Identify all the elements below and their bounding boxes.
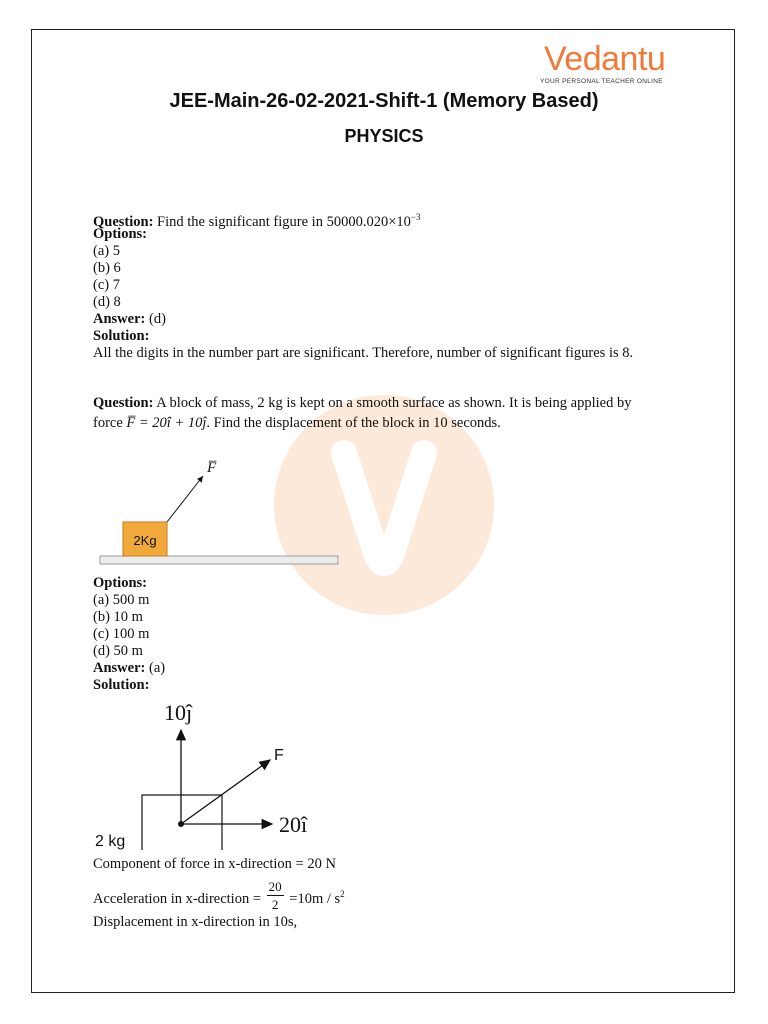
q2-options-label: Options: [93,575,147,591]
q2-question-label: Question: [93,395,154,411]
vedantu-logo [538,40,678,90]
q2-force-expression: F̅ = 20î + 10ĵ [126,415,207,431]
q2-question-line1: A block of mass, 2 kg is kept on a smooth surface as shown. It is being applied by [156,395,632,411]
q1-solution-text: All the digits in the number part are significant. Therefore, number of significant figures is 8. [93,345,634,361]
subject-heading: PHYSICS [344,126,424,146]
force-components-figure [90,700,330,850]
block-force-figure [95,450,345,570]
q2-answer: Answer: (a) [93,660,166,676]
q1-option-a: (a) 5 [93,243,120,259]
q2-option-a: (a) 500 m [93,592,150,608]
page-title: JEE-Main-26-02-2021-Shift-1 (Memory Based) [169,90,599,112]
logo-tagline: YOUR PERSONAL TEACHER ONLINE [540,78,663,85]
q2-option-d: (d) 50 m [93,643,143,659]
q1-answer: Answer: (d) [93,311,166,327]
q2-solution-label: Solution: [93,677,150,693]
q1-option-b: (b) 6 [93,260,121,276]
q1-option-c: (c) 7 [93,277,120,293]
acceleration-fraction: $\frac{20}{2}$ [268,879,282,912]
block-label: 2Kg [133,533,157,548]
q1-option-d: (d) 8 [93,294,121,310]
logo-wordmark: Vedantu [544,40,666,78]
q1-question-label: Question: [93,213,154,230]
q2-option-c: (c) 100 m [93,626,150,642]
step-displacement: Displacement in x-direction in 10s, [93,914,298,930]
step-force-component: Component of force in x-direction = 20 N [93,856,336,872]
q2-question [93,395,631,412]
q1-solution-label: Solution: [93,328,150,344]
y-component-label: 10ĵ [164,700,193,725]
q1-options-label: Options: [93,226,147,242]
q2-question-line2: force F̅ = 20î + 10ĵ. Find the displacement of the block in 10 seconds. [93,415,501,431]
q1-question-text: Find the significant figure in [157,213,323,230]
f-vector-label: F [274,747,284,764]
x-component-label: 20î [279,812,308,837]
force-label: F̅ [207,460,217,476]
step-acceleration: Acceleration in x-direction = $\frac{20}{2}$ $=10m / s^2$ [93,879,345,912]
q2-option-b: (b) 10 m [93,609,143,625]
mass-label: 2 kg [95,833,126,850]
q1-expression: $50000.020\times 10^{-3}$ [326,212,421,230]
